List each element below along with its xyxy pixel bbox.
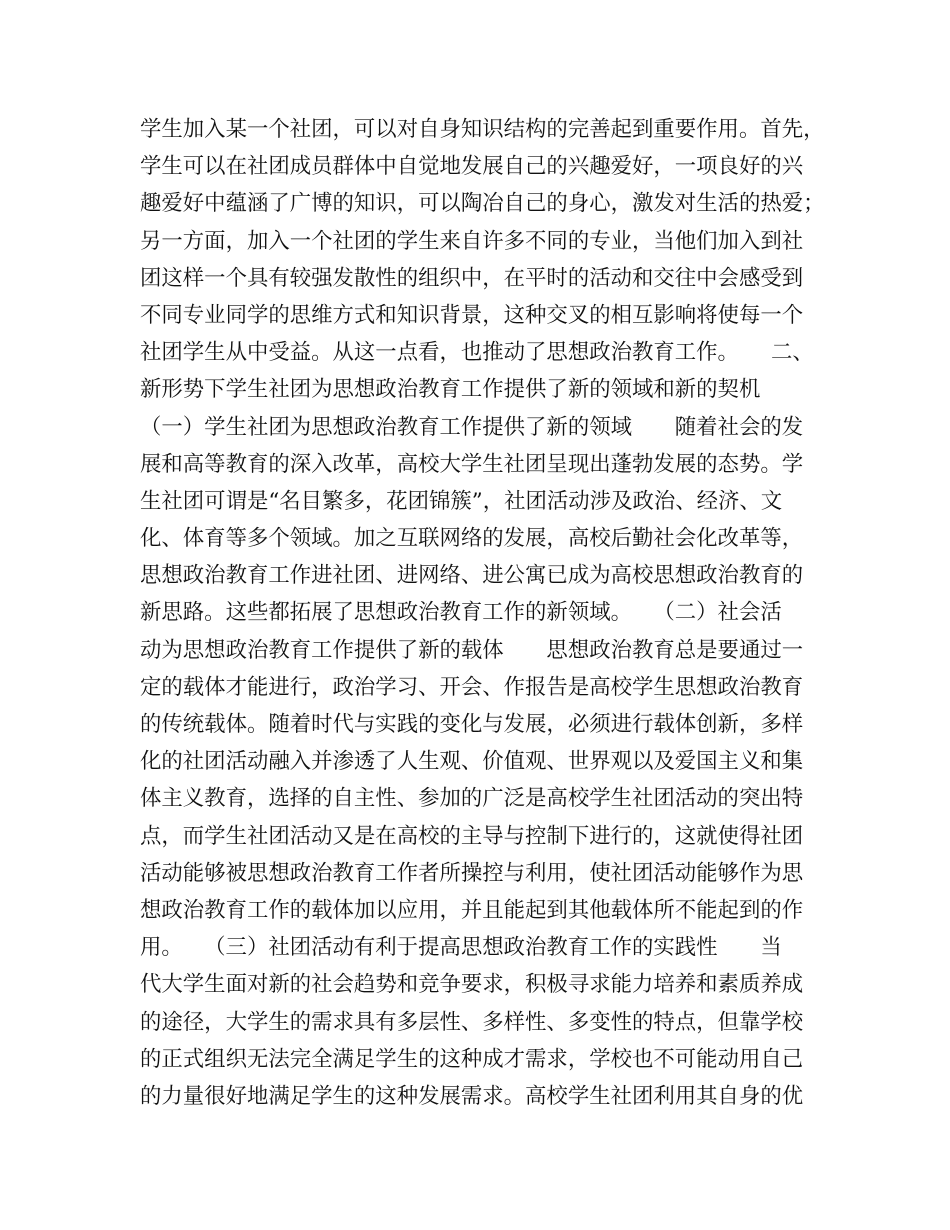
text-line: 活动能够被思想政治教育工作者所操控与利用，使社团活动能够作为思 (140, 860, 804, 886)
text-line: 体主义教育，选择的自主性、参加的广泛是高校学生社团活动的突出特 (140, 786, 804, 812)
text-line: 趣爱好中蕴涵了广博的知识，可以陶冶自己的身心，激发对生活的热爱； (140, 191, 825, 217)
text-line: 学生加入某一个社团，可以对自身知识结构的完善起到重要作用。首先， (140, 117, 825, 142)
text-line: 生社团可谓是“名目繁多，花团锦簇”，社团活动涉及政治、经济、文 (140, 488, 783, 514)
text-line: （一）学生社团为思想政治教育工作提供了新的领域 随着社会的发 (140, 414, 804, 440)
text-line: 用。 （三）社团活动有利于提高思想政治教育工作的实践性 当 (140, 935, 782, 961)
text-line: 新形势下学生社团为思想政治教育工作提供了新的领域和新的契机 (140, 377, 761, 403)
text-line: 不同专业同学的思维方式和知识背景，这种交叉的相互影响将使每一个 (140, 302, 804, 328)
text-line: 团这样一个具有较强发散性的组织中，在平时的活动和交往中会感受到 (140, 265, 804, 291)
text-line: 的途径，大学生的需求具有多层性、多样性、多变性的特点，但靠学校 (140, 1009, 804, 1035)
text-line: 想政治教育工作的载体加以应用，并且能起到其他载体所不能起到的作 (140, 897, 804, 923)
text-line: 社团学生从中受益。从这一点看，也推动了思想政治教育工作。 二、 (140, 340, 814, 366)
text-line: 的传统载体。随着时代与实践的变化与发展，必须进行载体创新，多样 (140, 712, 804, 737)
text-line: 思想政治教育工作进社团、进网络、进公寓已成为高校思想政治教育的 (140, 563, 804, 589)
body-text (140, 111, 830, 1115)
text-line: 化的社团活动融入并渗透了人生观、价值观、世界观以及爱国主义和集 (140, 749, 804, 775)
text-line: 学生可以在社团成员群体中自觉地发展自己的兴趣爱好，一项良好的兴 (140, 154, 804, 180)
text-line: 点，而学生社团活动又是在高校的主导与控制下进行的，这就使得社团 (140, 823, 804, 849)
text-line: 新思路。这些都拓展了思想政治教育工作的新领域。 （二）社会活 (140, 600, 782, 626)
text-line: 的力量很好地满足学生的这种发展需求。高校学生社团利用其自身的优 (140, 1083, 804, 1109)
text-line: 另一方面，加入一个社团的学生来自许多不同的专业，当他们加入到社 (140, 228, 804, 254)
text-line: 展和高等教育的深入改革，高校大学生社团呈现出蓬勃发展的态势。学 (140, 451, 804, 477)
text-line: 动为思想政治教育工作提供了新的载体 思想政治教育总是要通过一 (140, 637, 804, 663)
text-line: 定的载体才能进行，政治学习、开会、作报告是高校学生思想政治教育 (140, 674, 804, 700)
text-line: 化、体育等多个领域。加之互联网络的发展，高校后勤社会化改革等， (140, 526, 804, 552)
text-line: 代大学生面对新的社会趋势和竞争要求，积极寻求能力培养和素质养成 (140, 972, 804, 998)
text-line: 的正式组织无法完全满足学生的这种成才需求，学校也不可能动用自己 (140, 1046, 804, 1072)
